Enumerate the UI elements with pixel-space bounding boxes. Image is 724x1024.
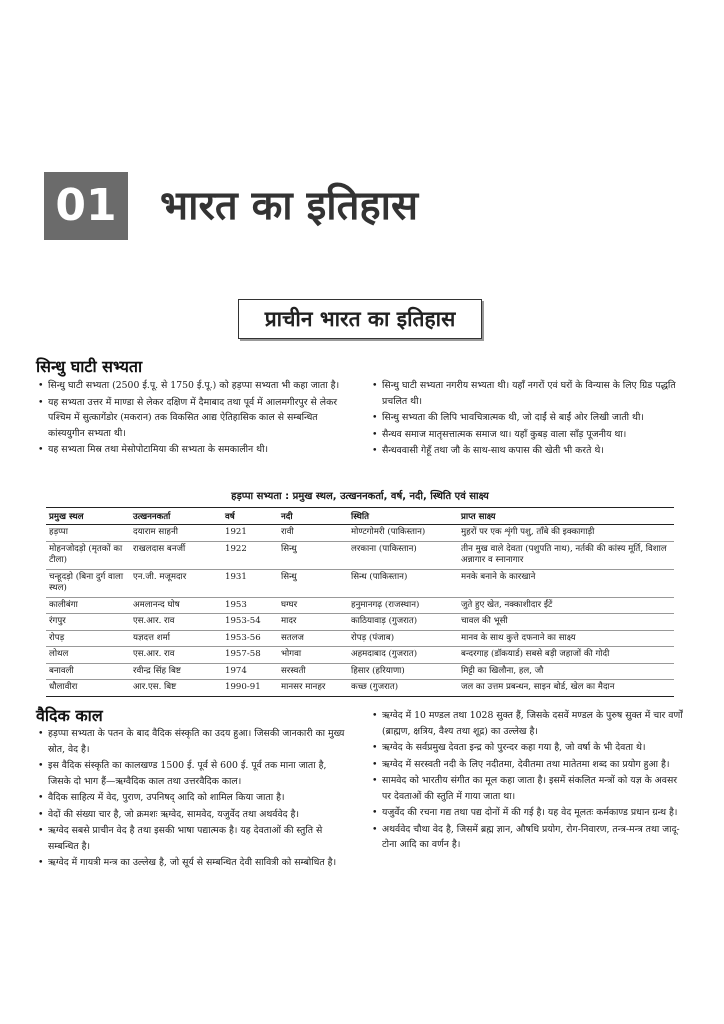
col-header-evidence: प्राप्त साक्ष्य <box>458 508 674 525</box>
cell-year: 1974 <box>222 663 278 680</box>
cell-site: रोपड़ <box>46 630 130 647</box>
cell-year: 1957-58 <box>222 647 278 664</box>
cell-evidence: चावल की भूसी <box>458 614 674 631</box>
table-row <box>46 525 674 542</box>
vedic-heading: वैदिक काल <box>36 706 103 725</box>
cell-year: 1953-56 <box>222 630 278 647</box>
cell-river: भोगवा <box>278 647 348 664</box>
cell-evidence: जुते हुए खेत, नक्काशीदार ईंटें <box>458 597 674 614</box>
table-row <box>46 569 674 597</box>
list-item: • वेदों की संख्या चार है, जो क्रमशः ऋग्वेद, सामवेद, यजुर्वेद तथा अथर्ववेद है। <box>36 807 348 823</box>
cell-evidence: बन्दरगाह (डॉकयार्ड) सबसे बड़ी जहाजों की गोदी <box>458 647 674 664</box>
cell-excavator: एन.जी. मजूमदार <box>130 569 222 597</box>
cell-evidence: तीन मुख वाले देवता (पशुपति नाथ), नर्तकी की कांस्य मूर्ति, विशाल अन्नागार व स्नानागार <box>458 541 674 569</box>
list-item: • ऋग्वेद के सर्वप्रमुख देवता इन्द्र को पुरन्दर कहा गया है, जो वर्षा के भी देवता थे। <box>370 740 688 756</box>
cell-site: धौलावीरा <box>46 680 130 697</box>
table-row <box>46 663 674 680</box>
cell-site: चन्हूदड़ो (बिना दुर्ग वाला स्थल) <box>46 569 130 597</box>
cell-site: मोहनजोदड़ो (मृतकों का टीला) <box>46 541 130 569</box>
table-row <box>46 614 674 631</box>
list-item: • सिन्धु घाटी सभ्यता (2500 ई.पू. से 1750 ई.पू.) को हड़प्पा सभ्यता भी कहा जाता है। <box>36 378 346 394</box>
cell-year: 1921 <box>222 525 278 542</box>
cell-location: कच्छ (गुजरात) <box>348 680 458 697</box>
list-item: • ऋग्वेद सबसे प्राचीन वेद है तथा इसकी भाषा पद्यात्मक है। यह देवताओं की स्तुति से सम्बन्धित है। <box>36 823 348 854</box>
cell-evidence: मुहरों पर एक शृंगी पशु, ताँबे की इक्कागाड़ी <box>458 525 674 542</box>
list-item: • ऋग्वेद में सरस्वती नदी के लिए नदीतमा, देवीतमा तथा मातेतमा शब्द का प्रयोग हुआ है। <box>370 757 688 773</box>
cell-site: कालीबंगा <box>46 597 130 614</box>
indus-heading: सिन्धु घाटी सभ्यता <box>36 357 143 376</box>
cell-evidence: मिट्टी का खिलौना, हल, जौ <box>458 663 674 680</box>
cell-location: रोपड़ (पंजाब) <box>348 630 458 647</box>
cell-river: सिन्धु <box>278 569 348 597</box>
col-header-excavator: उत्खननकर्ता <box>130 508 222 525</box>
table-row <box>46 647 674 664</box>
cell-evidence: मानव के साथ कुत्ते दफनाने का साक्ष्य <box>458 630 674 647</box>
cell-river: मादर <box>278 614 348 631</box>
table-row <box>46 541 674 569</box>
cell-river: सिन्धु <box>278 541 348 569</box>
section-title: प्राचीन भारत का इतिहास <box>238 299 482 339</box>
cell-year: 1953 <box>222 597 278 614</box>
cell-year: 1953-54 <box>222 614 278 631</box>
chapter-number: 01 <box>44 172 128 240</box>
cell-site: रंगपुर <box>46 614 130 631</box>
cell-year: 1990-91 <box>222 680 278 697</box>
list-item: • ऋग्वेद में 10 मण्डल तथा 1028 सुक्त हैं, जिसके दसवें मण्डल के पुरुष सुक्त में चार वर्णों (ब्राह्मण, क्षत्रिय, वैश्य तथा शूद्र) का उल्लेख है। <box>370 708 688 739</box>
col-header-site: प्रमुख स्थल <box>46 508 130 525</box>
list-item: • वैदिक साहित्य में वेद, पुराण, उपनिषद् आदि को शामिल किया जाता है। <box>36 790 348 806</box>
list-item: • सिन्धु घाटी सभ्यता नगरीय सभ्यता थी। यहाँ नगरों एवं घरों के विन्यास के लिए ग्रिड पद्धति प्रचलित थी। <box>370 378 688 409</box>
cell-site: हड़प्पा <box>46 525 130 542</box>
col-header-year: वर्ष <box>222 508 278 525</box>
cell-river: रावी <box>278 525 348 542</box>
table-row <box>46 680 674 697</box>
cell-location: मोण्टगोमरी (पाकिस्तान) <box>348 525 458 542</box>
list-item: • हड़प्पा सभ्यता के पतन के बाद वैदिक संस्कृति का उदय हुआ। जिसकी जानकारी का मुख्य स्रोत, वेद है। <box>36 726 348 757</box>
cell-excavator: आर.एस. बिष्ट <box>130 680 222 697</box>
vedic-left-column <box>36 726 348 872</box>
list-item: • सामवेद को भारतीय संगीत का मूल कहा जाता है। इसमें संकलित मन्त्रों को यज्ञ के अवसर पर देवताओं की स्तुति में गाया जाता था। <box>370 773 688 804</box>
table-caption: हड़प्पा सभ्यता : प्रमुख स्थल, उत्खननकर्ता, वर्ष, नदी, स्थिति एवं साक्ष्य <box>231 491 489 502</box>
list-item: • यह सभ्यता उत्तर में माण्डा से लेकर दक्षिण में दैमाबाद तथा पूर्व में आलमगीरपुर से लेकर पश्चिम में सुत्कागेंडोर (मकरान) तक विकसित आद्य ऐतिहासिक काल से सम्बन्धित कांस्ययुगीन सभ्यता थी। <box>36 395 346 442</box>
cell-year: 1931 <box>222 569 278 597</box>
cell-site: बनावली <box>46 663 130 680</box>
cell-river: मानसर मानहर <box>278 680 348 697</box>
cell-location: हनुमानगढ़ (राजस्थान) <box>348 597 458 614</box>
indus-right-column <box>370 378 688 460</box>
cell-river: घग्घर <box>278 597 348 614</box>
cell-site: लोथल <box>46 647 130 664</box>
cell-excavator: अमलानन्द घोष <box>130 597 222 614</box>
list-item: • इस वैदिक संस्कृति का कालखण्ड 1500 ई. पूर्व से 600 ई. पूर्व तक माना जाता है, जिसके दो भाग हैं—ऋग्वैदिक काल तथा उत्तरवैदिक काल। <box>36 758 348 789</box>
cell-excavator: दयाराम साहनी <box>130 525 222 542</box>
cell-excavator: एस.आर. राव <box>130 647 222 664</box>
list-item: • यह सभ्यता मिस्र तथा मेसोपोटामिया की सभ्यता के समकालीन थी। <box>36 442 346 458</box>
col-header-river: नदी <box>278 508 348 525</box>
cell-location: अहमदाबाद (गुजरात) <box>348 647 458 664</box>
harappa-sites-table <box>46 507 674 697</box>
vedic-right-column <box>370 708 688 854</box>
cell-excavator: यज्ञदत्त शर्मा <box>130 630 222 647</box>
cell-excavator: एस.आर. राव <box>130 614 222 631</box>
cell-location: काठियावाड़ (गुजरात) <box>348 614 458 631</box>
cell-excavator: राखलदास बनर्जी <box>130 541 222 569</box>
cell-river: सतलज <box>278 630 348 647</box>
cell-excavator: रवीन्द्र सिंह बिष्ट <box>130 663 222 680</box>
table-header-row <box>46 508 674 525</box>
list-item: • यजुर्वेद की रचना गद्य तथा पद्य दोनों में की गई है। यह वेद मूलतः कर्मकाण्ड प्रधान ग्रन्थ है। <box>370 805 688 821</box>
col-header-location: स्थिति <box>348 508 458 525</box>
list-item: • सैन्धववासी गेहूँ तथा जौ के साथ-साथ कपास की खेती भी करते थे। <box>370 443 688 459</box>
chapter-title: भारत का इतिहास <box>160 183 419 229</box>
list-item: • सैन्धव समाज मातृसत्तात्मक समाज था। यहाँ कुबड़ वाला साँड़ पूजनीय था। <box>370 427 688 443</box>
cell-evidence: मनके बनाने के कारखाने <box>458 569 674 597</box>
cell-location: हिसार (हरियाणा) <box>348 663 458 680</box>
list-item: • ऋग्वेद में गायत्री मन्त्र का उल्लेख है, जो सूर्य से सम्बन्धित देवी सावित्री को सम्बोधित है। <box>36 855 348 871</box>
cell-evidence: जल का उत्तम प्रबन्धन, साइन बोर्ड, खेल का मैदान <box>458 680 674 697</box>
cell-year: 1922 <box>222 541 278 569</box>
table-row <box>46 630 674 647</box>
table-row <box>46 597 674 614</box>
cell-location: सिन्ध (पाकिस्तान) <box>348 569 458 597</box>
cell-location: लरकाना (पाकिस्तान) <box>348 541 458 569</box>
list-item: • अथर्ववेद चौथा वेद है, जिसमें ब्रह्म ज्ञान, औषधि प्रयोग, रोग-निवारण, तन्त्र-मन्त्र तथा जादू-टोना आदि का वर्णन है। <box>370 822 688 853</box>
cell-river: सरस्वती <box>278 663 348 680</box>
indus-left-column <box>36 378 346 459</box>
list-item: • सिन्धु सभ्यता की लिपि भावचित्रात्मक थी, जो दाईं से बाईं ओर लिखी जाती थी। <box>370 410 688 426</box>
